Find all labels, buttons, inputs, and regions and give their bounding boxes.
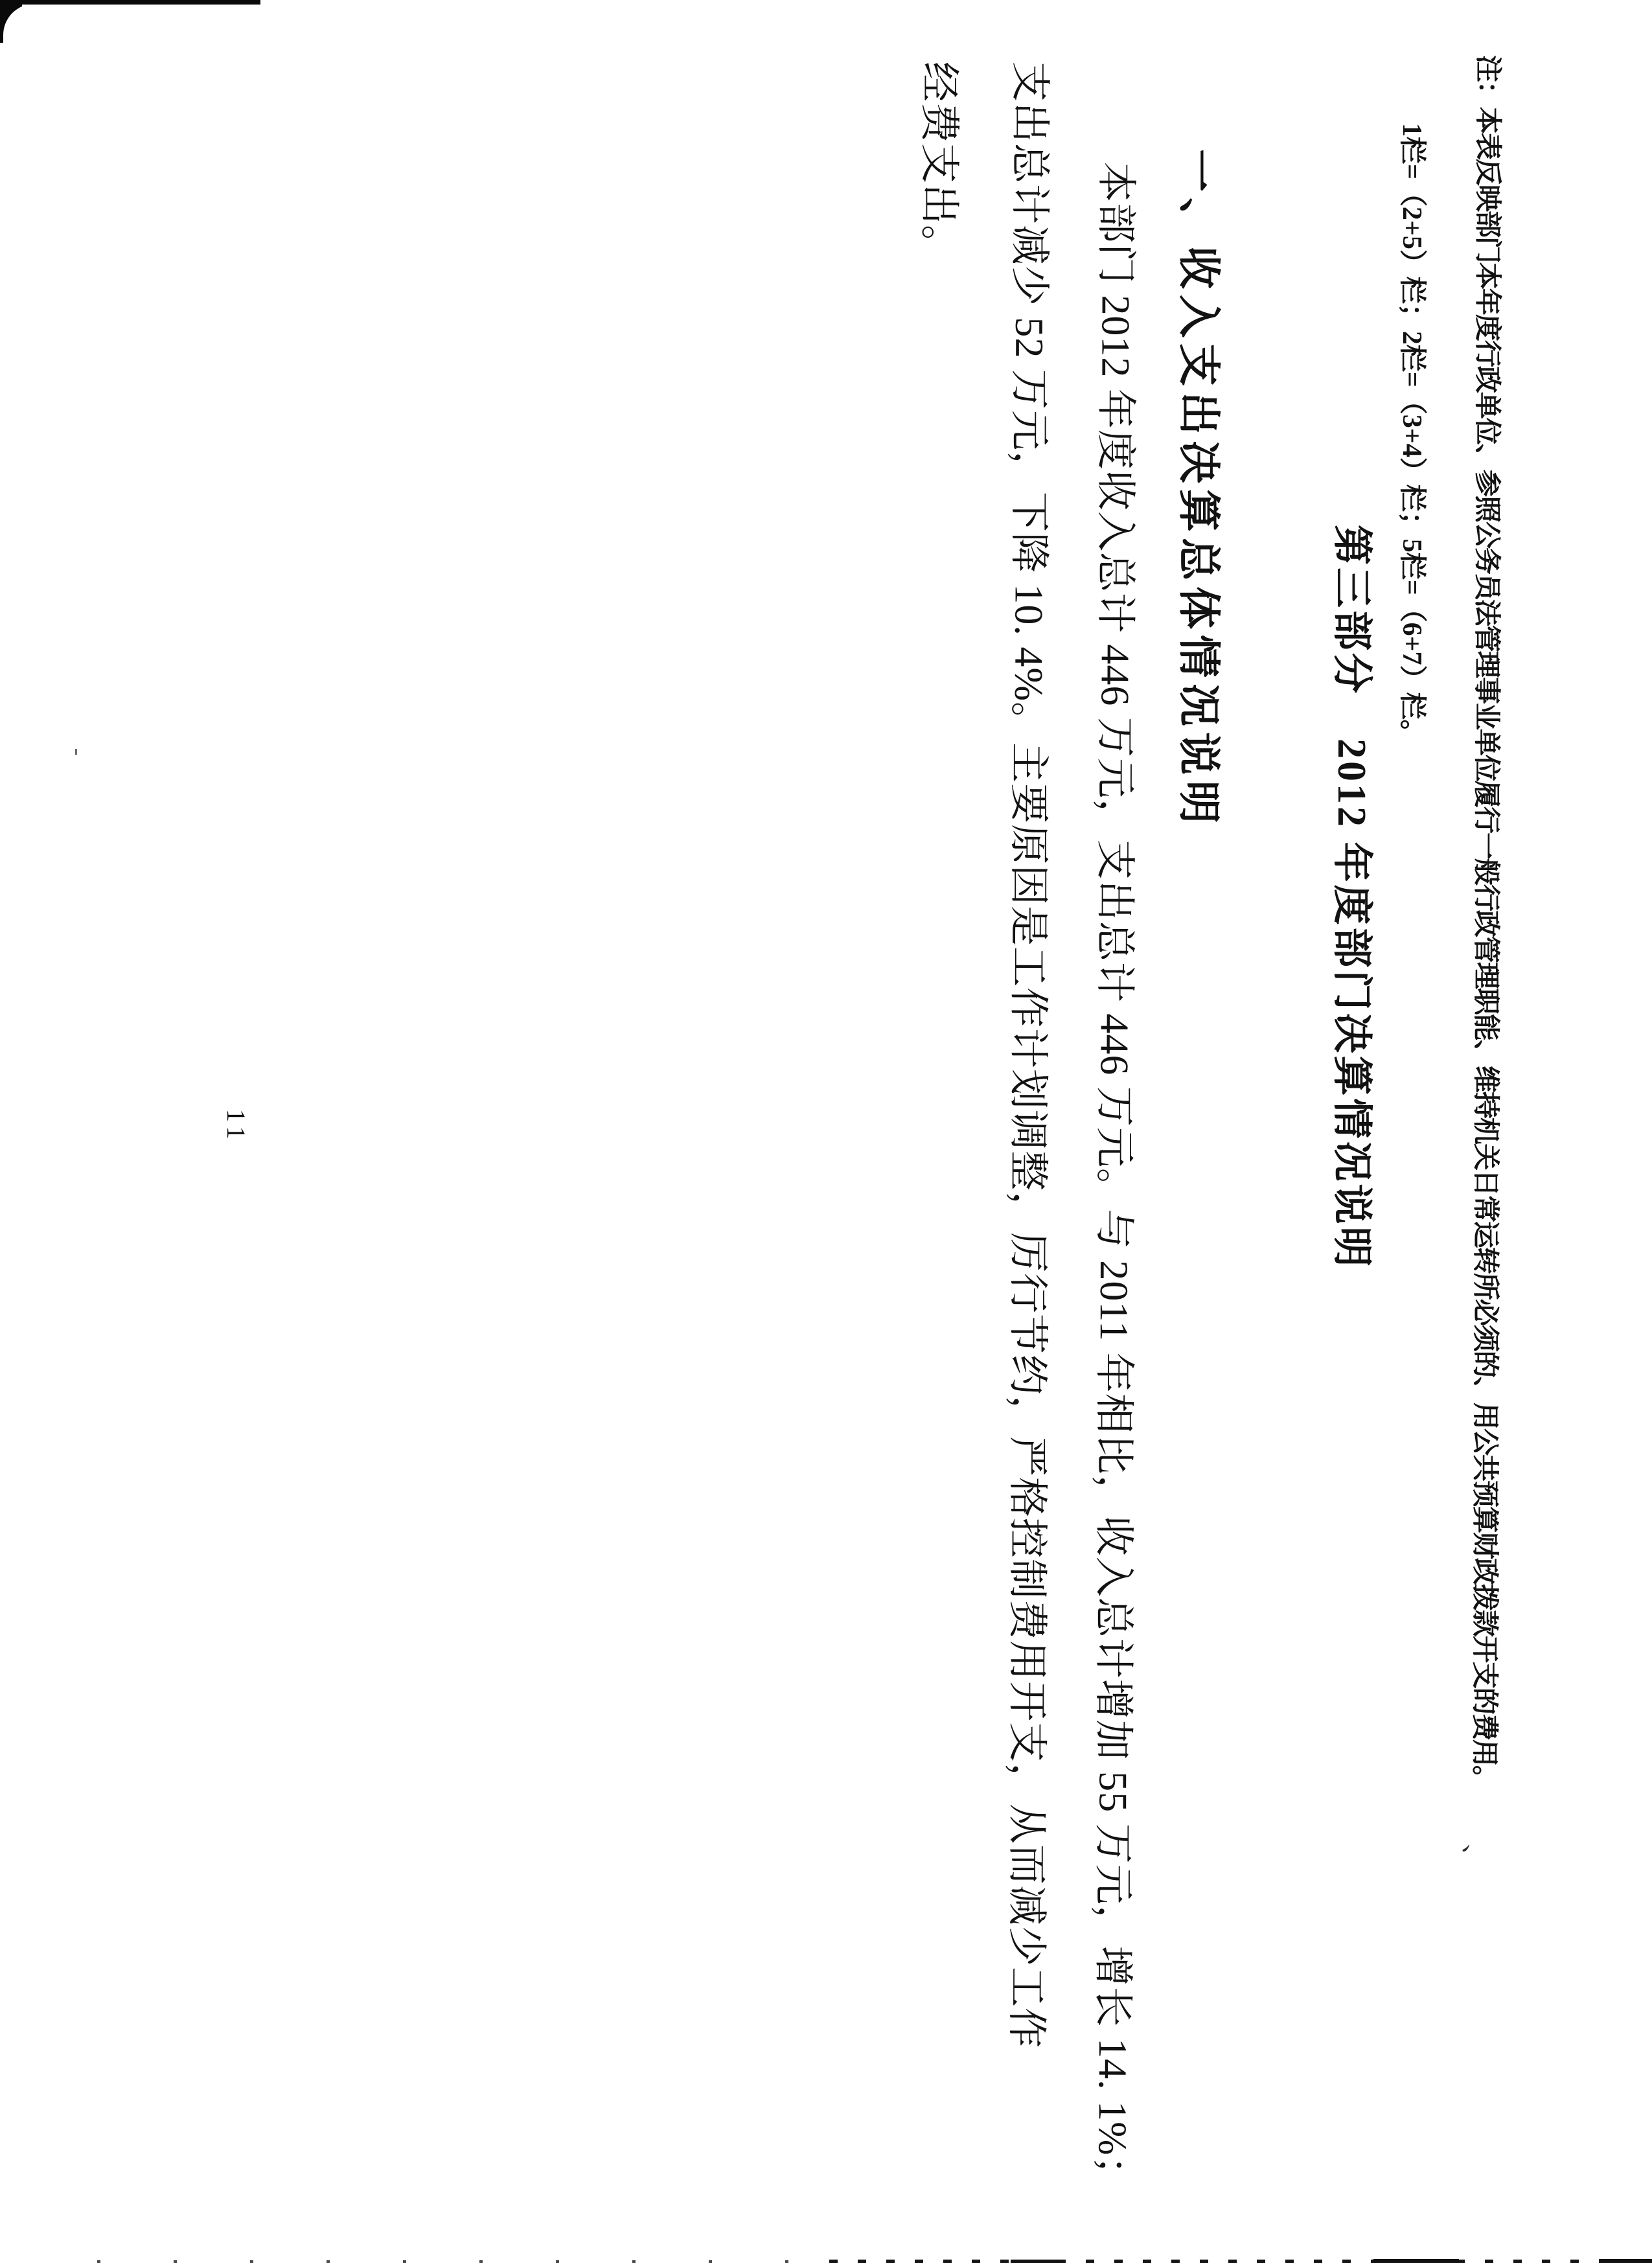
- section-heading: 一、收入支出决算总体情况说明: [1175, 149, 1222, 829]
- part-heading: 第三部分 2012 年度部门决算情况说明: [1329, 525, 1373, 1270]
- table-note-line: 注：本表反映部门本年度行政单位、参照公务员法管理事业单位履行一般行政管理职能、维持机关日常运转所必须的、用公共预算财政拨款开支的费用。: [1469, 54, 1502, 1792]
- scan-edge-artifact-top: [0, 0, 260, 5]
- page-rounded-corner: [3, 4, 65, 65]
- paragraph-line-1: 本部门 2012 年度收入总计 446 万元，支出总计 446 万元。与 2011 年相比，收入总计增加 55 万元，增长 14. 1%；: [1090, 161, 1138, 2197]
- column-formula-note: 1栏=（2+5）栏；2栏=（3+4）栏；5栏=（6+7）栏。: [1397, 123, 1427, 747]
- paragraph-line-3: 经费支出。: [917, 62, 961, 266]
- page-number: 11: [222, 1109, 251, 1145]
- stray-ink-mark: 、: [1458, 1844, 1488, 1872]
- paragraph-line-2: 支出总计减少 52 万元，下降 10. 4%。主要原因是工作计划调整，厉行节约，严格控制费用开支，从而减少工作: [1004, 61, 1051, 2049]
